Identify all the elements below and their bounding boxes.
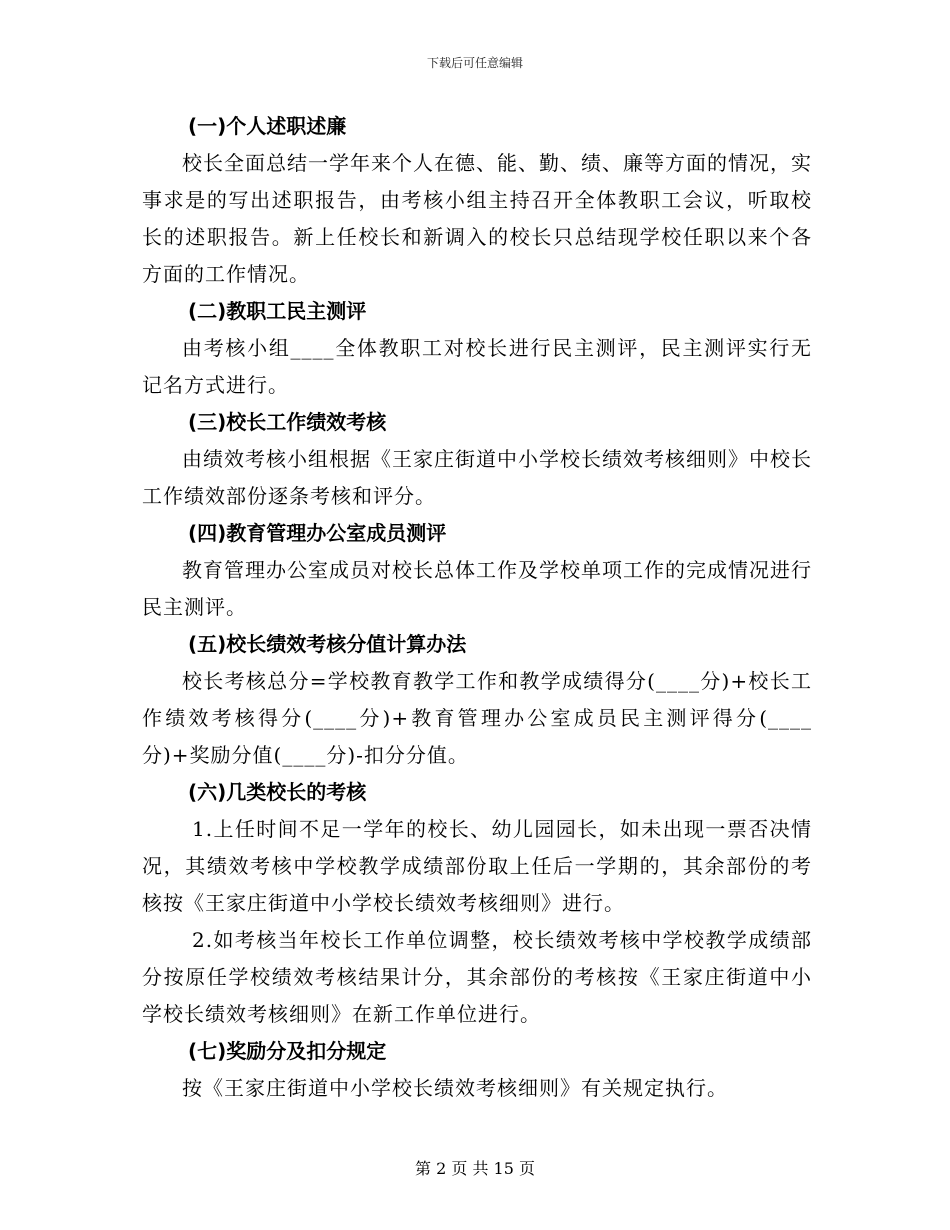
section-paragraph: 校长全面总结一学年来个人在德、能、勤、绩、廉等方面的情况，实事求是的写出述职报告，由考核小组主持召开全体教职工会议，听取校长的述职报告。新上任校长和新调入的校长只总结现学校任职以来个各方面的工作情况。 [142,151,812,286]
document-body [142,108,812,1107]
section-paragraph: 教育管理办公室成员对校长总体工作及学校单项工作的完成情况进行民主测评。 [142,558,812,619]
section-paragraph: 由考核小组____全体教职工对校长进行民主测评，民主测评实行无记名方式进行。 [142,336,812,397]
section-heading-6: (六)几类校长的考核 [188,780,367,804]
section-heading-2: (二)教职工民主测评 [188,299,367,323]
section-paragraph: 按《王家庄街道中小学校长绩效考核细则》有关规定执行。 [182,1076,728,1100]
section-paragraph: 由绩效考核小组根据《王家庄街道中小学校长绩效考核细则》中校长工作绩效部份逐条考核和评分。 [142,447,812,508]
section-heading-7: (七)奖励分及扣分规定 [188,1039,387,1063]
page-header: 下载后可任意编辑 [426,56,523,70]
section-paragraph: 校长考核总分=学校教育教学工作和教学成绩得分(____分)+校长工作绩效考核得分(____分)+教育管理办公室成员民主测评得分(____分)+奖励分值(____分)-扣分分值。 [142,669,812,767]
section-heading-4: (四)教育管理办公室成员测评 [188,521,447,545]
section-heading-1: (一)个人述职述廉 [188,114,347,138]
section-heading-3: (三)校长工作绩效考核 [188,410,387,434]
section-paragraph: 1.上任时间不足一学年的校长、幼儿园园长，如未出现一票否决情况，其绩效考核中学校教学成绩部份取上任后一学期的，其余部份的考核按《王家庄街道中小学校长绩效考核细则》进行。 [142,817,812,915]
section-paragraph: 2.如考核当年校长工作单位调整，校长绩效考核中学校教学成绩部分按原任学校绩效考核结果计分，其余部份的考核按《王家庄街道中小学校长绩效考核细则》在新工作单位进行。 [142,928,812,1026]
page-number: 第 2 页 共 15 页 [415,1159,535,1178]
section-heading-5: (五)校长绩效考核分值计算办法 [188,632,467,656]
